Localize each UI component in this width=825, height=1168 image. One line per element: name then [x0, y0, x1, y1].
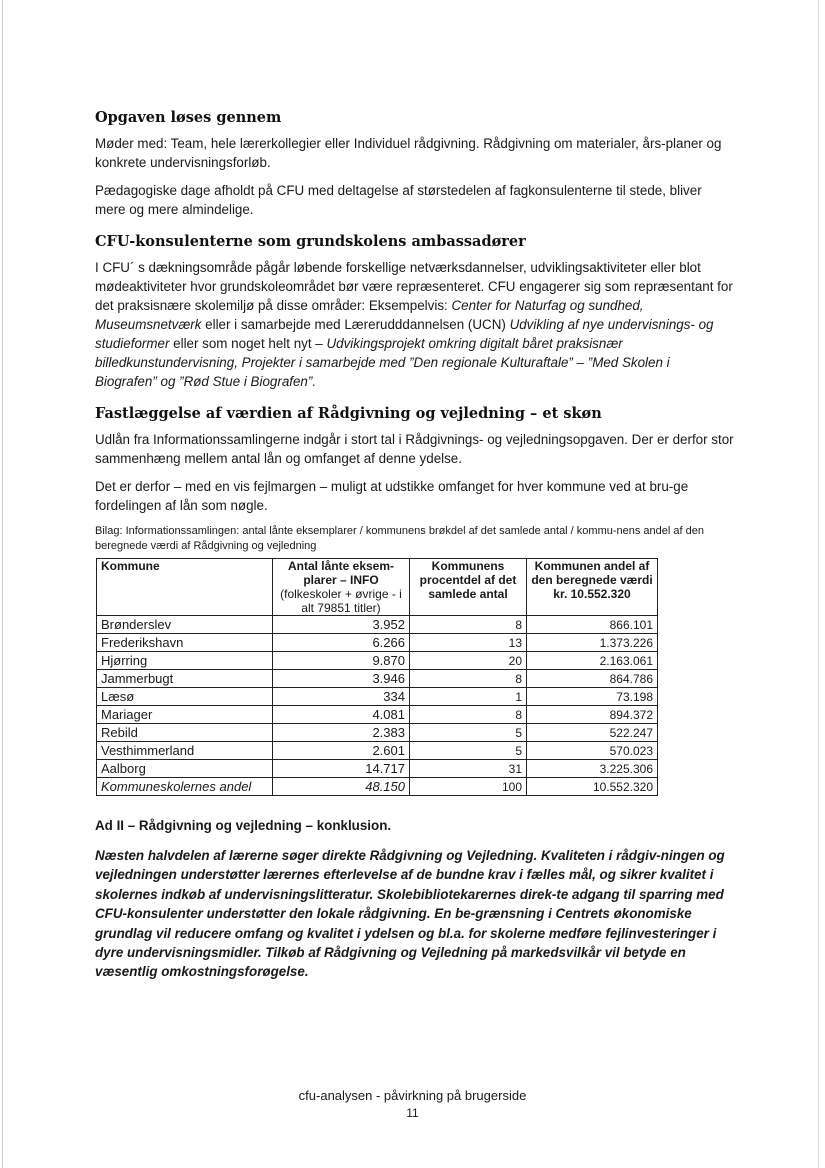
- cell-pct: 1: [410, 688, 527, 706]
- kommune-table: [96, 558, 658, 796]
- cell-antal: 4.081: [273, 706, 410, 724]
- cell-kommune: Vesthimmerland: [97, 742, 273, 760]
- page-footer: [0, 1088, 825, 1120]
- cell-pct: 20: [410, 652, 527, 670]
- text-run: I CFU´ s dækningsområde pågår løbende forskellige netværksdannelser, udviklingsaktiviteter eller blot mødeaktiviteter hvor grundskoleområdet bør være repræsenteret. CFU engagerer sig som repræsentant for det praksisnære skolemiljø på disse områder: Eksempelvis:: [95, 260, 733, 313]
- scan-edge-right: [818, 0, 819, 1168]
- cell-andel-total: 10.552.320: [527, 778, 658, 796]
- header-antal: [273, 559, 410, 616]
- table-total-row: [97, 778, 658, 796]
- cell-pct: 13: [410, 634, 527, 652]
- header-andel-total: kr. 10.552.320: [553, 587, 631, 601]
- conclusion-title: Ad II – Rådgivning og vejledning – konklusion.: [95, 818, 392, 833]
- cell-kommune: Jammerbugt: [97, 670, 273, 688]
- cell-pct: 5: [410, 724, 527, 742]
- page-number: 11: [406, 1106, 419, 1120]
- header-andel: [527, 559, 658, 616]
- table-row: [97, 760, 658, 778]
- cell-pct: 5: [410, 742, 527, 760]
- scan-edge-left: [2, 0, 3, 1168]
- table-caption: Bilag: Informationssamlingen: antal lånte eksemplarer / kommunens brøkdel af det samlede antal / kommu-nens andel af den beregnede værdi af Rådgivning og vejledning: [95, 525, 704, 552]
- cell-pct: 8: [410, 616, 527, 634]
- table-row: [97, 742, 658, 760]
- cell-kommune: Frederikshavn: [97, 634, 273, 652]
- cell-andel: 522.247: [527, 724, 658, 742]
- cell-antal: 9.870: [273, 652, 410, 670]
- paragraph-moeder: Møder med: Team, hele lærerkollegier eller Individuel rådgivning. Rådgivning om materialer, års-planer og konkrete undervisningsforløb.: [95, 136, 722, 170]
- cell-andel: 73.198: [527, 688, 658, 706]
- cell-antal: 2.383: [273, 724, 410, 742]
- cell-pct: 8: [410, 706, 527, 724]
- italic-run: Center for Naturfag og sundhed, Museumsnetværk: [95, 298, 644, 332]
- table-row: [97, 688, 658, 706]
- text-run: eller som noget helt nyt –: [169, 336, 327, 351]
- cell-antal: 334: [273, 688, 410, 706]
- cell-kommune: Brønderslev: [97, 616, 273, 634]
- italic-run: Udvikling af nye undervisnings- og studieformer: [95, 317, 714, 351]
- cell-andel: 2.163.061: [527, 652, 658, 670]
- cell-andel: 866.101: [527, 616, 658, 634]
- paragraph-fejlmargen: Det er derfor – med en vis fejlmargen – muligt at udstikke omfanget for hver kommune ved at bru-ge fordelingen af lån som nøgle.: [95, 479, 689, 513]
- table-row: [97, 616, 658, 634]
- cell-kommune: Læsø: [97, 688, 273, 706]
- conclusion-text: Næsten halvdelen af lærerne søger direkte Rådgivning og Vejledning. Kvaliteten i rådgiv-ningen og vejledningen understøtter lærernes efterlevelse af de bundne krav i fælles mål, og sikrer kvalitet i skolernes indkøb af undervisningslitteratur. Skolebibliotekarernes direk-te adgang til sparring med CFU-konsulenter understøtter den lokale rådgivning. En be-grænsning i Centrets økonomiske grundlag vil reducere omfang og kvalitet i ydelsen og bl.a. for skolerne medføre fejlinvesteringer i dyre undervisningsmidler. Tilkøb af Rådgivning og Vejledning på markedsvilkår vil betyde en væsentlig omkostningsforøgelse.: [95, 848, 725, 980]
- header-kommune: Kommune: [97, 559, 273, 616]
- cell-kommune: Rebild: [97, 724, 273, 742]
- cell-antal: 14.717: [273, 760, 410, 778]
- paragraph-udlaan: Udlån fra Informationssamlingerne indgår i stort tal i Rådgivnings- og vejledningsopgaven. Der er derfor stor sammenhæng mellem antal lån og omfanget af denne ydelse.: [95, 432, 734, 466]
- cell-antal: 2.601: [273, 742, 410, 760]
- section-heading-opgaven: Opgaven løses gennem: [95, 109, 282, 126]
- cell-kommune-total: Kommuneskolernes andel: [97, 778, 273, 796]
- table-row: [97, 706, 658, 724]
- cell-andel: 894.372: [527, 706, 658, 724]
- table-row: [97, 634, 658, 652]
- header-antal-sub: (folkeskoler + øvrige - i alt 79851 titler): [280, 587, 402, 615]
- cell-kommune: Hjørring: [97, 652, 273, 670]
- header-andel-label: Kommunen andel af den beregnede værdi: [531, 559, 653, 587]
- cell-andel: 570.023: [527, 742, 658, 760]
- cell-pct: 31: [410, 760, 527, 778]
- cell-antal-total: 48.150: [273, 778, 410, 796]
- cell-antal: 3.946: [273, 670, 410, 688]
- table-row: [97, 670, 658, 688]
- table-row: [97, 724, 658, 742]
- section-heading-ambassadoerer: CFU-konsulenterne som grundskolens ambassadører: [95, 233, 526, 250]
- cell-kommune: Aalborg: [97, 760, 273, 778]
- cell-pct-total: 100: [410, 778, 527, 796]
- header-procentdel: Kommunens procentdel af det samlede antal: [410, 559, 527, 616]
- cell-andel: 1.373.226: [527, 634, 658, 652]
- cell-andel: 3.225.306: [527, 760, 658, 778]
- paragraph-netvaerk: [95, 258, 735, 391]
- footer-text: cfu-analysen - påvirkning på brugerside: [298, 1088, 527, 1103]
- paragraph-paedagogiske-dage: Pædagogiske dage afholdt på CFU med deltagelse af størstedelen af fagkonsulenterne til stede, bliver mere og mere almindelige.: [95, 183, 702, 217]
- document-page: [95, 109, 735, 991]
- table-row: [97, 652, 658, 670]
- table-header-row: [97, 559, 658, 616]
- text-run: eller i samarbejde med Lærerudddannelsen (UCN): [201, 317, 510, 332]
- header-antal-bold: Antal lånte eksem-plarer – INFO: [287, 559, 395, 587]
- cell-kommune: Mariager: [97, 706, 273, 724]
- cell-pct: 8: [410, 670, 527, 688]
- section-heading-fastlaeggelse: Fastlæggelse af værdien af Rådgivning og vejledning – et skøn: [95, 405, 602, 422]
- cell-antal: 6.266: [273, 634, 410, 652]
- cell-antal: 3.952: [273, 616, 410, 634]
- cell-andel: 864.786: [527, 670, 658, 688]
- italic-run: Udvikingsprojekt omkring digitalt båret praksisnær billedkunstundervisning, Projekter i samarbejde med ”Den regionale Kulturaftale” – ”Med Skolen i Biografen” og ”Rød Stue i Biografen”.: [95, 336, 670, 389]
